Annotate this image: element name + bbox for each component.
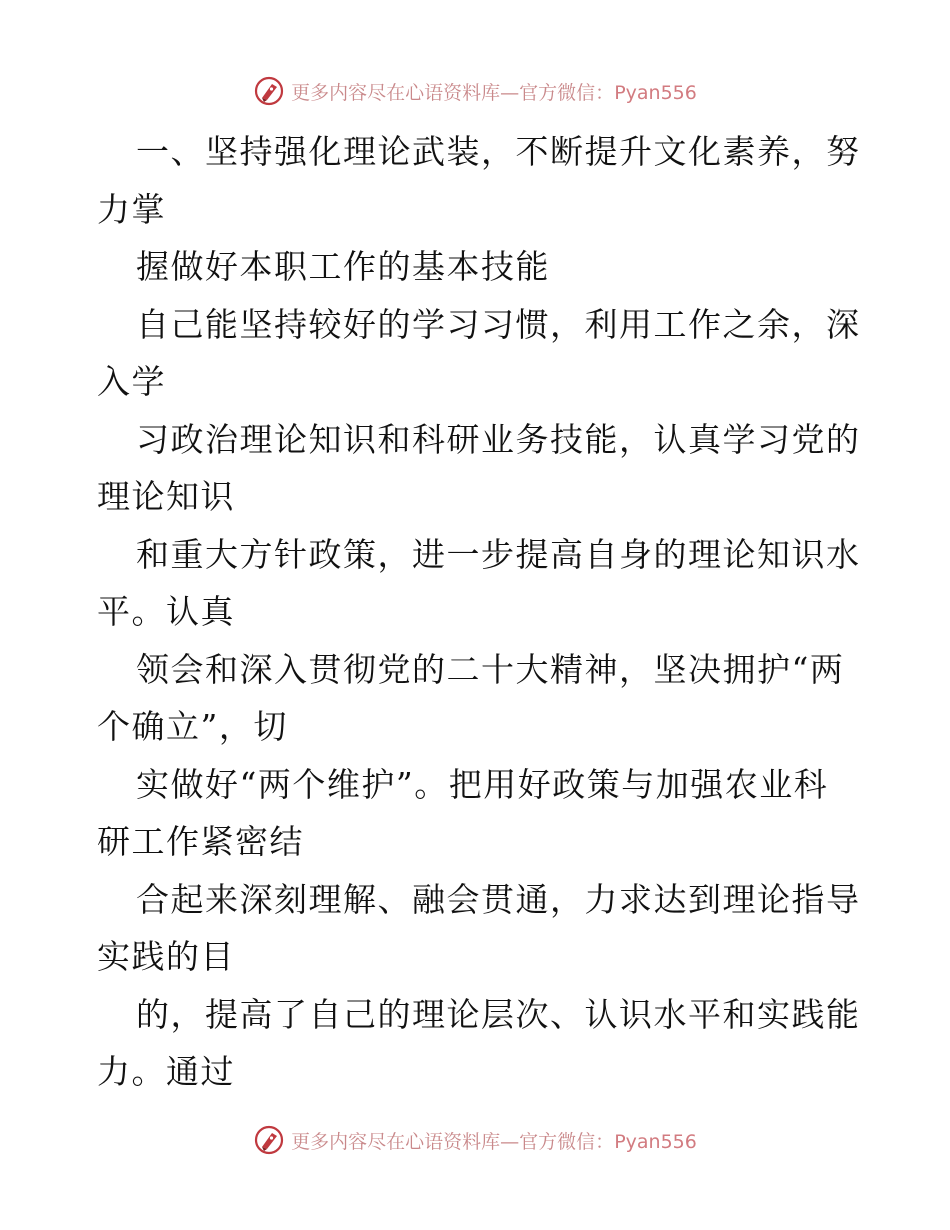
watermark-text: 更多内容尽在心语资料库—官方微信：Pyan556 [291,81,697,104]
body-line: 研工作紧密结 [97,822,304,861]
body-line: 握做好本职工作的基本技能 [136,247,550,286]
body-line: 的，提高了自己的理论层次、认识水平和实践能 [136,994,861,1034]
footer-watermark [0,1120,950,1160]
body-line: 一、坚持强化理论武装，不断提升文化素养，努 [136,132,861,171]
body-line: 和重大方针政策，进一步提高自身的理论知识水 [136,534,861,574]
body-line: 自己能坚持较好的学习习惯，利用工作之余，深 [136,304,861,344]
document-body [97,123,861,1101]
header-watermark [0,71,950,111]
body-line: 领会和深入贯彻党的二十大精神，坚决拥护“两 [136,649,845,689]
body-line: 力。通过 [97,1052,235,1091]
pen-nib-logo-icon [253,1124,285,1156]
watermark-text: 更多内容尽在心语资料库—官方微信：Pyan556 [291,1130,697,1153]
body-line: 力掌 [97,189,166,229]
body-line: 合起来深刻理解、融会贯通，力求达到理论指导 [136,879,861,919]
body-line: 个确立”，切 [97,707,288,746]
pen-nib-logo-icon [253,75,285,107]
body-line: 实践的目 [97,937,235,976]
body-line: 实做好“两个维护”。把用好政策与加强农业科 [136,764,829,804]
body-line: 习政治理论知识和科研业务技能，认真学习党的 [136,419,861,459]
body-line: 平。认真 [97,592,235,631]
body-line: 入学 [97,362,166,401]
body-line: 理论知识 [97,477,235,516]
